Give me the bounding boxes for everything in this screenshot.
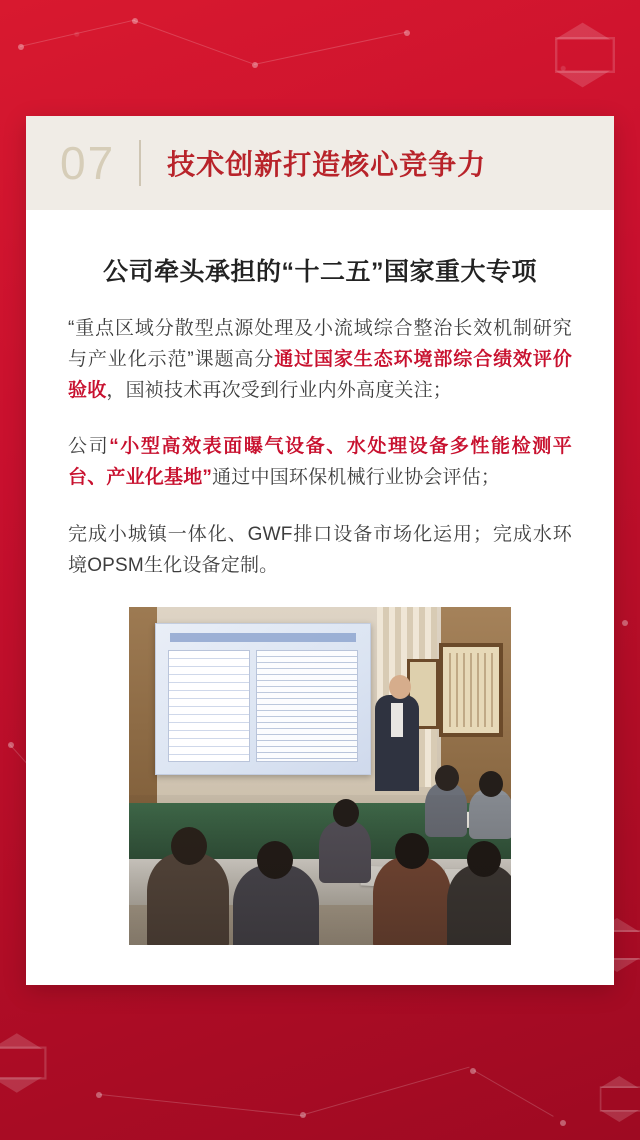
dot-decoration-icon bbox=[18, 44, 24, 50]
paragraph-3: 完成小城镇一体化、GWF排口设备市场化运用；完成水环境OPSM生化设备定制。 bbox=[68, 523, 572, 576]
paragraph-2-text-after: 通过中国环保机械行业协会评估； bbox=[212, 467, 501, 489]
dot-decoration-icon bbox=[96, 1092, 102, 1098]
line-decoration-icon bbox=[474, 1070, 554, 1117]
hexagon-decoration-icon bbox=[555, 37, 615, 73]
photo-wall-frame bbox=[439, 643, 503, 737]
dot-decoration-icon bbox=[132, 18, 138, 24]
dot-decoration-icon bbox=[8, 742, 14, 748]
photo-slide-table bbox=[168, 650, 250, 762]
paragraph-1-highlight: 通过国家生态环境部综合绩效评价验收 bbox=[68, 348, 572, 401]
dot-decoration-icon bbox=[622, 620, 628, 626]
dot-decoration-icon bbox=[300, 1112, 306, 1118]
card-header bbox=[26, 116, 614, 210]
photo-slide-text bbox=[256, 650, 358, 762]
section-title: 公司牵头承担的“十二五”国家重大专项 bbox=[102, 258, 537, 286]
header-divider bbox=[139, 140, 141, 186]
paragraph-1-text-after: ，国祯技术再次受到行业内外高度关注； bbox=[106, 379, 453, 401]
photo-projection-screen bbox=[155, 623, 371, 775]
section-number: 07 bbox=[60, 137, 116, 189]
dot-decoration-icon bbox=[560, 1120, 566, 1126]
hexagon-decoration-icon bbox=[0, 1047, 47, 1080]
content-card bbox=[26, 116, 614, 985]
page-title: 技术创新打造核心竞争力 bbox=[167, 149, 487, 180]
dot-decoration-icon bbox=[470, 1068, 476, 1074]
paragraph-2 bbox=[68, 432, 572, 494]
dot-decoration-icon bbox=[404, 30, 410, 36]
meeting-photo bbox=[129, 607, 511, 945]
card-body bbox=[26, 210, 614, 985]
paragraph-2-text-before: 公司 bbox=[68, 436, 110, 458]
line-decoration-icon bbox=[20, 19, 135, 47]
paragraph-1 bbox=[68, 314, 572, 406]
photo-foreground-shading bbox=[129, 795, 511, 945]
hexagon-decoration-icon bbox=[600, 1086, 640, 1112]
dot-decoration-icon bbox=[252, 62, 258, 68]
line-decoration-icon bbox=[100, 1094, 305, 1117]
photo-speaker-shirt bbox=[391, 703, 403, 737]
paragraph-2-highlight: “小型高效表面曝气设备、水处理设备多性能检测平台、产业化基地” bbox=[68, 436, 572, 489]
line-decoration-icon bbox=[134, 20, 253, 64]
line-decoration-icon bbox=[304, 1067, 470, 1115]
paragraph-1-text-before: “重点区域分散型点源处理及小流域综合整治长效机制研究与产业化示范”课题高分 bbox=[68, 318, 572, 370]
photo-slide-title bbox=[170, 633, 356, 642]
line-decoration-icon bbox=[254, 32, 407, 65]
